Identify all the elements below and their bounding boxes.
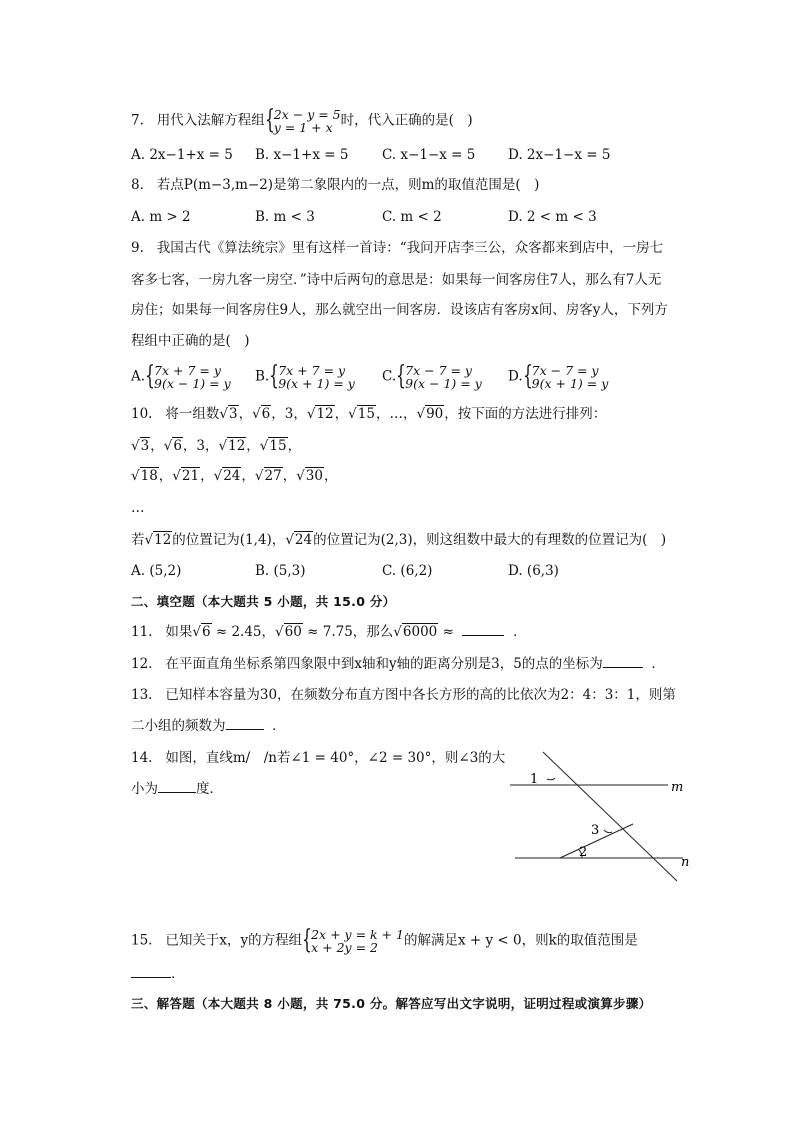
option-d — [508, 361, 609, 391]
angle-1-arc — [547, 778, 555, 780]
option-label: B. — [255, 368, 270, 385]
text: 已知关于x，y的方程组 — [165, 932, 303, 949]
equation: 7x + 7 = y — [154, 363, 221, 378]
radicand: 6 — [173, 438, 182, 454]
arrangement-row-1: √3，√6，3，√12，√15， — [131, 438, 302, 454]
option-c: C. (6,2) — [382, 563, 433, 579]
radical: √18 — [131, 468, 158, 484]
equation: 9(x − 1) = y — [154, 376, 231, 391]
question-text: ，3， — [271, 406, 307, 422]
equation-system: { 2x + y = k + 1 x + 2y = 2 — [302, 925, 404, 955]
question-text: 我国古代《算法统宗》里有这样一首诗：“我问开店李三公，众客都来到店中，一房七 — [156, 240, 664, 256]
parallel-lines-figure — [505, 748, 705, 888]
radicand: 3 — [140, 438, 150, 454]
radical: √6 — [252, 406, 271, 422]
text: 如果 — [165, 624, 193, 640]
radical: √12 — [218, 438, 246, 454]
text: 若 — [131, 532, 145, 548]
question-12 — [131, 654, 665, 674]
equation-system: { 7x − 7 = y 9(x + 1) = y — [522, 361, 609, 391]
text: ． — [272, 718, 286, 734]
answer-blank[interactable] — [603, 667, 643, 668]
question-text: 客多七客，一房九客一房空．”诗中后两句的意思是：如果每一间客房住7人，那么有7人无 — [131, 272, 662, 288]
question-text: 程组中正确的是( ) — [131, 333, 250, 349]
section-heading: 三、解答题（本大题共 8 小题，共 75.0 分。解答应写出文字说明，证明过程或演算步骤） — [131, 996, 652, 1011]
text: 已知样本容量为30，在频数分布直方图中各长方形的高的比依次为2：4：3：1，则第 — [165, 687, 676, 703]
equation: 7x + 7 = y — [278, 363, 346, 378]
text: 如图，直线m/ /n若∠1 = 40°，∠2 = 30°，则∠3的大 — [165, 750, 506, 766]
question-text — [131, 530, 666, 550]
radicand: 15 — [357, 406, 375, 422]
option-c: C. x−1−x = 5 — [382, 147, 476, 163]
radicand: 15 — [269, 438, 287, 454]
answer-blank[interactable] — [226, 729, 264, 730]
radicand: 18 — [140, 468, 158, 484]
radical: √12 — [144, 532, 172, 548]
text: 小为 — [131, 781, 158, 797]
question-text: 若点P(m−3,m−2)是第二象限内的一点，则m的取值范围是( ) — [156, 177, 540, 193]
question-9 — [131, 238, 663, 258]
radicand: 6000 — [402, 624, 438, 640]
question-number: 13. — [131, 687, 153, 703]
radical: √21 — [172, 468, 200, 484]
radicand: 60 — [284, 624, 302, 640]
radicand: 30 — [305, 468, 323, 484]
answer-blank[interactable] — [131, 977, 171, 978]
radical: √6 — [192, 624, 211, 640]
option-b: B. m < 3 — [255, 209, 315, 225]
text: ≈ — [442, 624, 454, 640]
option-a: A. 2x−1+x = 5 — [131, 147, 233, 163]
equation: 2x + y = k + 1 — [311, 927, 404, 942]
text: 在平面直角坐标系第四象限中到x轴和y轴的距离分别是3，5的点的坐标为 — [165, 656, 603, 672]
equation-system: { 2x − y = 5 y = 1 + x — [264, 105, 341, 135]
radical: √90 — [416, 406, 444, 422]
angle-3-label: 3 — [591, 823, 600, 838]
question-11 — [131, 622, 527, 642]
question-number: 14. — [131, 750, 153, 766]
line-n-label: n — [681, 855, 690, 870]
radicand: 24 — [294, 532, 313, 548]
text: ． — [651, 656, 665, 672]
text: ≈ 2.45， — [215, 624, 276, 640]
equation: 7x − 7 = y — [405, 363, 472, 378]
question-15 — [131, 925, 638, 955]
question-text: ，按下面的方法进行排列： — [444, 406, 607, 422]
option-label: A. — [131, 368, 146, 385]
radical: √24 — [285, 532, 313, 548]
radicand: 12 — [228, 438, 246, 454]
text: 度． — [196, 781, 223, 797]
question-text: 用代入法解方程组 — [156, 112, 265, 129]
option-label: C. — [382, 368, 397, 385]
radicand: 12 — [316, 406, 334, 422]
question-14 — [131, 748, 505, 768]
option-d: D. 2x−1−x = 5 — [508, 147, 611, 163]
question-number: 10. — [131, 406, 153, 422]
question-text: ，…， — [375, 406, 417, 422]
question-15-cont — [131, 964, 185, 984]
angle-2-label: 2 — [579, 845, 588, 860]
equation: 9(x + 1) = y — [278, 376, 355, 391]
equation: 7x − 7 = y — [531, 363, 599, 378]
question-number: 12. — [131, 656, 153, 672]
question-number: 7. — [131, 112, 144, 129]
equation-system: { 7x + 7 = y 9(x − 1) = y — [145, 361, 231, 391]
question-text: 将一组数 — [165, 406, 220, 422]
equation-system: { 7x + 7 = y 9(x + 1) = y — [269, 361, 355, 391]
radical: √15 — [259, 438, 287, 454]
radicand: 12 — [154, 532, 172, 548]
option-d: D. 2 < m < 3 — [508, 209, 597, 225]
question-8 — [131, 175, 539, 195]
question-number: 8. — [131, 177, 144, 193]
radical: √12 — [306, 406, 334, 422]
question-13-cont — [131, 716, 286, 736]
text: 的位置记为(2,3)，则这组数中最大的有理数的位置记为( ) — [313, 532, 667, 548]
option-b: B. x−1+x = 5 — [255, 147, 349, 163]
option-label: D. — [508, 368, 523, 385]
text: ． — [171, 966, 185, 982]
transversal-line — [543, 752, 677, 881]
equation-system: { 7x − 7 = y 9(x − 1) = y — [396, 361, 482, 391]
radical: √15 — [348, 406, 375, 422]
question-7 — [131, 105, 473, 135]
question-number: 9. — [131, 240, 144, 256]
radicand: 6 — [261, 406, 271, 422]
equation: 9(x + 1) = y — [531, 376, 609, 391]
text: 的位置记为(1,4)， — [172, 532, 286, 548]
answer-blank[interactable] — [158, 792, 196, 793]
question-number: 11. — [131, 624, 153, 640]
section-heading: 二、填空题（本大题共 5 小题，共 15.0 分） — [131, 594, 396, 609]
radicand: 27 — [264, 468, 282, 484]
question-10: 10. 将一组数√3，√6，3，√12，√15，…，√90，按下面的方法进行排列： — [131, 406, 607, 422]
equation: 9(x − 1) = y — [405, 376, 482, 391]
radical: √3 — [219, 406, 238, 422]
text: ． — [513, 624, 527, 640]
radical: √6000 — [393, 624, 438, 640]
radicand: 21 — [181, 468, 200, 484]
question-14-cont — [131, 779, 223, 799]
option-a — [131, 361, 231, 391]
option-a: A. m > 2 — [131, 209, 191, 225]
radical: √24 — [213, 468, 241, 484]
arrangement-row-2: √18，√21，√24，√27，√30， — [131, 468, 338, 484]
option-b — [255, 361, 355, 391]
option-d: D. (6,3) — [508, 563, 559, 579]
text: 二小组的频数为 — [131, 718, 226, 734]
equation: x + 2y = 2 — [311, 940, 378, 955]
radical: √6 — [163, 438, 182, 454]
angle-3-arc — [604, 830, 612, 833]
radical: √3 — [131, 438, 150, 454]
question-number: 15. — [131, 932, 153, 949]
number: 3 — [196, 438, 205, 454]
ellipsis: … — [131, 500, 145, 516]
answer-blank[interactable] — [462, 635, 504, 636]
option-a: A. (5,2) — [131, 563, 182, 579]
equation: 2x − y = 5 — [273, 107, 341, 122]
radicand: 6 — [201, 624, 211, 640]
radical: √27 — [254, 468, 282, 484]
question-text: 时，代入正确的是( ) — [340, 112, 473, 129]
question-text: 房住；如果每一间客房住9人，那么就空出一间客房．设该店有客房x间、房客y人，下列方 — [131, 302, 668, 318]
radicand: 90 — [426, 406, 444, 422]
equation: y = 1 + x — [273, 120, 333, 135]
option-c: C. m < 2 — [382, 209, 442, 225]
radicand: 3 — [228, 406, 238, 422]
line-m-label: m — [671, 780, 684, 795]
text: ≈ 7.75，那么 — [307, 624, 394, 640]
radical: √60 — [275, 624, 302, 640]
radical: √30 — [296, 468, 323, 484]
option-b: B. (5,3) — [255, 563, 306, 579]
radicand: 24 — [223, 468, 241, 484]
question-13 — [131, 685, 676, 705]
option-c — [382, 361, 482, 391]
text: 的解满足x + y < 0，则k的取值范围是 — [403, 932, 638, 949]
angle-1-label: 1 — [530, 772, 539, 787]
